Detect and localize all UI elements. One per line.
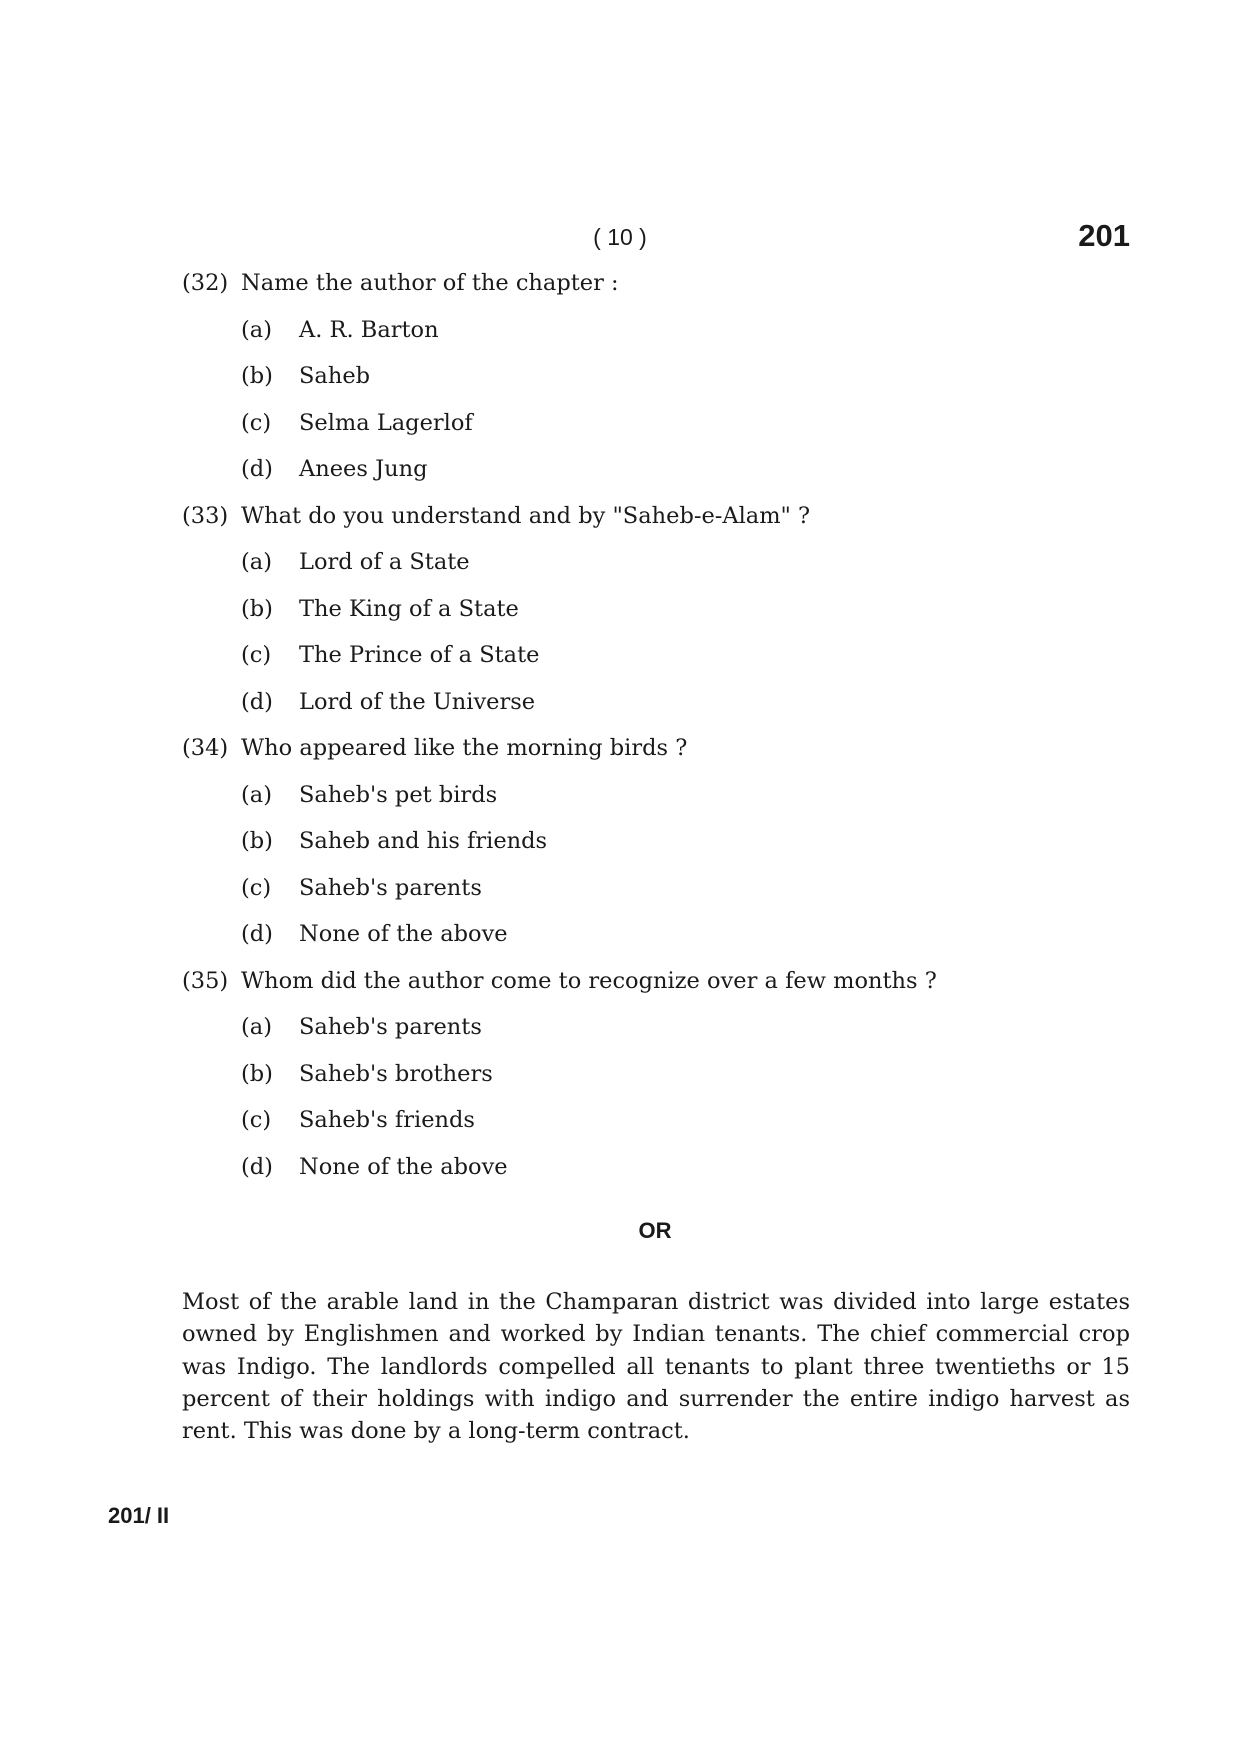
- question-text: What do you understand and by "Saheb-e-Alam" ?: [241, 502, 811, 529]
- question-stem: [182, 493, 1132, 540]
- option-letter: (a): [241, 549, 272, 576]
- question-number: (35): [182, 967, 229, 994]
- option: [182, 446, 1132, 493]
- option-text: Saheb's friends: [299, 1107, 475, 1134]
- option-text: Saheb's brothers: [299, 1060, 493, 1087]
- option-letter: (c): [241, 642, 272, 669]
- question-list: [182, 260, 1132, 1190]
- paper-code: 201: [1078, 218, 1130, 253]
- option: [182, 1004, 1132, 1051]
- option-letter: (c): [241, 1107, 272, 1134]
- option: [182, 772, 1132, 819]
- option-text: Lord of the Universe: [299, 688, 536, 715]
- option-letter: (b): [241, 1060, 273, 1087]
- option: [182, 632, 1132, 679]
- option-letter: (b): [241, 828, 273, 855]
- option: [182, 400, 1132, 447]
- option-letter: (c): [241, 409, 272, 436]
- option: [182, 353, 1132, 400]
- option-letter: (d): [241, 456, 273, 483]
- question-35: [182, 958, 1132, 1191]
- question-32: [182, 260, 1132, 493]
- option: [182, 1097, 1132, 1144]
- question-stem: [182, 260, 1132, 307]
- option-text: Saheb's parents: [299, 1014, 482, 1041]
- option-text: Saheb: [299, 363, 371, 390]
- option-letter: (b): [241, 595, 273, 622]
- question-number: (33): [182, 502, 229, 529]
- option-letter: (d): [241, 921, 273, 948]
- question-number: (32): [182, 270, 229, 297]
- option-text: Lord of a State: [299, 549, 470, 576]
- option-letter: (d): [241, 1153, 273, 1180]
- question-34: [182, 725, 1132, 958]
- option-text: Saheb's pet birds: [299, 781, 498, 808]
- question-text: Who appeared like the morning birds ?: [241, 735, 688, 762]
- option-letter: (a): [241, 1014, 272, 1041]
- question-33: [182, 493, 1132, 726]
- option-letter: (c): [241, 874, 272, 901]
- option-text: Anees Jung: [299, 456, 428, 483]
- option-letter: (a): [241, 781, 272, 808]
- option-text: A. R. Barton: [299, 316, 439, 343]
- option: [182, 539, 1132, 586]
- question-text: Whom did the author come to recognize over a few months ?: [241, 967, 937, 994]
- option: [182, 586, 1132, 633]
- option-text: None of the above: [299, 1153, 508, 1180]
- passage-text: Most of the arable land in the Champaran district was divided into large estates owned by Englishmen and worked by Indian tenants. The chief commercial crop was Indigo. The landlords compelled all tenants to plant three twentieths or 15 percent of their holdings with indigo and surrender the entire indigo harvest as rent. This was done by a long-term contract.: [182, 1289, 1130, 1445]
- option: [182, 911, 1132, 958]
- option-text: Saheb's parents: [299, 874, 482, 901]
- option-text: Selma Lagerlof: [299, 409, 473, 436]
- option: [182, 818, 1132, 865]
- option: [182, 1051, 1132, 1098]
- option-letter: (b): [241, 363, 273, 390]
- question-number: (34): [182, 735, 229, 762]
- option-letter: (d): [241, 688, 273, 715]
- question-stem: [182, 725, 1132, 772]
- option: [182, 865, 1132, 912]
- option-text: The Prince of a State: [299, 642, 540, 669]
- option: [182, 679, 1132, 726]
- option-text: None of the above: [299, 921, 508, 948]
- or-heading: OR: [638, 1218, 672, 1243]
- option-text: Saheb and his friends: [299, 828, 548, 855]
- footer-code: 201/ II: [108, 1503, 170, 1528]
- question-text: Name the author of the chapter :: [241, 270, 619, 297]
- option-letter: (a): [241, 316, 272, 343]
- page-number: ( 10 ): [593, 224, 647, 250]
- option-text: The King of a State: [299, 595, 519, 622]
- question-stem: [182, 958, 1132, 1005]
- option: [182, 307, 1132, 354]
- option: [182, 1144, 1132, 1191]
